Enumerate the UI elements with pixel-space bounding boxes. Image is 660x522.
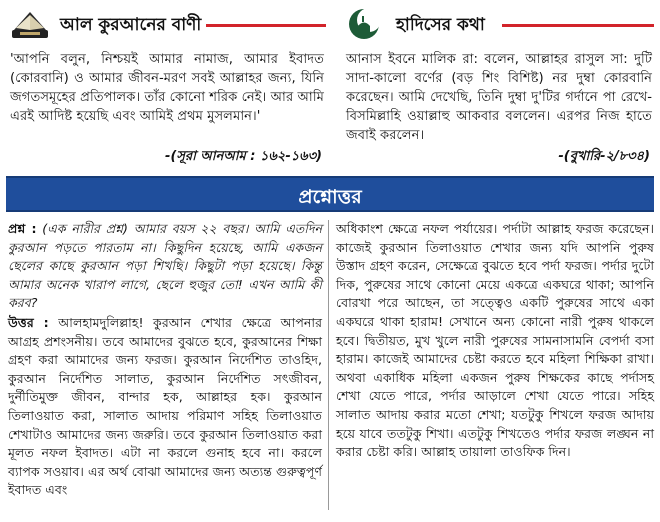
quran-header	[0, 6, 330, 42]
mosque-crescent-icon	[344, 6, 384, 40]
hadith-reference: -(বুখারি-২/৮৩৪)	[558, 149, 650, 164]
hadith-title: হাদিসের কথা	[396, 15, 485, 35]
column-divider	[328, 220, 329, 510]
quran-reference: -(সূরা আনআম : ১৬২-১৬৩)	[165, 149, 322, 164]
answer-text-left: আলহামদুলিল্লাহ! কুরআন শেখার ক্ষেত্রে আপনার আগ্রহ প্রশংসনীয়। তবে আমাদের বুঝতে হবে, কুরআনের শিক্ষা গ্রহণ করা আমাদের জন্য ফরজ। কুরআন নির্দেশিত তাওহিদ, কুরআন নির্দেশিত সালাত, কুরআন নির্দেশিত সৎজীবন, দুর্নীতিমুক্ত জীবন, বান্দার হক, আল্লাহর হক। কুরআন তিলাওয়াত করা, সালাত আদায় পরিমাণ সহিহ তিলাওয়াত শেখাটাও আমাদের জন্য জরুরি। তবে কুরআন তিলাওয়াত করা মূলত নফল ইবাদত। এটা না করলে গুনাহ হবে না। করলে ব্যাপক সওয়াব। এর অর্থ বোঝা আমাদের জন্য অত্যন্ত গুরুত্বপূর্ণ ইবাদত এবং	[8, 314, 322, 498]
question-label: প্রশ্ন :	[8, 221, 37, 236]
quran-title-rule	[206, 24, 326, 27]
question-block	[8, 220, 322, 313]
qa-right-column	[336, 220, 654, 462]
hadith-text: আনাস ইবনে মালিক রা: বলেন, আল্লাহর রাসুল সা: দুটি সাদা-কালো বর্ণের (বড় শিং বিশিষ্ট) নর দুম্বা কোরবানি করেছেন। আমি দেখেছি, তিনি দুম্বা দু'টির গর্দানে পা রেখে- বিসমিল্লাহি ওয়াল্লাহু আকবার বললেন। এরপর নিজ হাতে জবাই করলেন।	[346, 52, 652, 143]
answer-block	[8, 314, 322, 500]
hadith-header	[338, 6, 658, 42]
qa-banner	[6, 176, 654, 212]
qa-left-column	[8, 220, 322, 500]
hadith-section	[338, 0, 658, 172]
answer-text-right: অধিকাংশ ক্ষেত্রে নফল পর্যায়ের। পর্দাটা আল্লাহ ফরজ করেছেন। কাজেই কুরআন তিলাওয়াত শেখার জন্য যদি আপনি পুরুষ উস্তাদ গ্রহণ করেন, সেক্ষেত্রে বুঝতে হবে পর্দা ফরজ। পর্দার দুটো দিক, পুরুষের সাথে কোনো মেয়ে একত্রে একঘরে থাকা; আপনি বোরখা পরে আছেন, তা সত্ত্বেও একটি পুরুষের সাথে একা একঘরে থাকা হারাম! সেখানে অন্য কোনো নারী পুরুষ থাকলে হবে। দ্বিতীয়ত, মুখ খুলে নারী পুরুষের সামনাসামনি বেপর্দা বসা হারাম। কাজেই আমাদের চেষ্টা করতে হবে মহিলা শিক্ষিকা রাখা। অথবা একাধিক মহিলা একজন পুরুষ শিক্ষকের কাছে পর্দাসহ শেখা যেতে পারে, পর্দার আড়ালে শেখা যেতে পারে। সহিহ সালাত আদায় করার মতো শেখা; যতটুকু শিখলে ফরজ আদায় হয়ে যাবে ততটুকু শিখা। এতটুকু শিখতেও পর্দার ফরজ লঙ্ঘন না করার চেষ্টা করি। আল্লাহ তায়ালা তাওফিক দিন।	[336, 221, 654, 460]
quran-book-icon	[10, 6, 50, 40]
quran-title: আল কুরআনের বাণী	[60, 15, 202, 35]
quran-verse-text: 'আপনি বলুন, নিশ্চয়ই আমার নামাজ, আমার ইবাদত (কোরবানি) ও আমার জীবন-মরণ সবই আল্লাহর জন্য, যিনি জগতসমূহের প্রতিপালক। তাঁর কোনো শরিক নেই। আর আমি এরই আদিষ্ট হয়েছি এবং আমিই প্রথম মুসলমান।'	[10, 52, 324, 124]
quran-section	[0, 0, 330, 172]
question-text: (এক নারীর প্রশ্ন) আমার বয়স ২২ বছর। আমি এতদিন কুরআন পড়তে পারতাম না। কিছুদিন হয়েছে, আমি একজন ছেলের কাছে কুরআন পড়া শিখছি। কিছুটা পড়া হয়েছে। কিন্তু আমার অনেক খারাপ লাগে, ছেলে হুজুর তো! এখন আমি কী করব?	[8, 221, 322, 311]
qa-banner-title: প্রশ্নোত্তর	[298, 186, 362, 208]
hadith-title-rule	[502, 24, 654, 27]
answer-label: উত্তর :	[8, 314, 49, 330]
